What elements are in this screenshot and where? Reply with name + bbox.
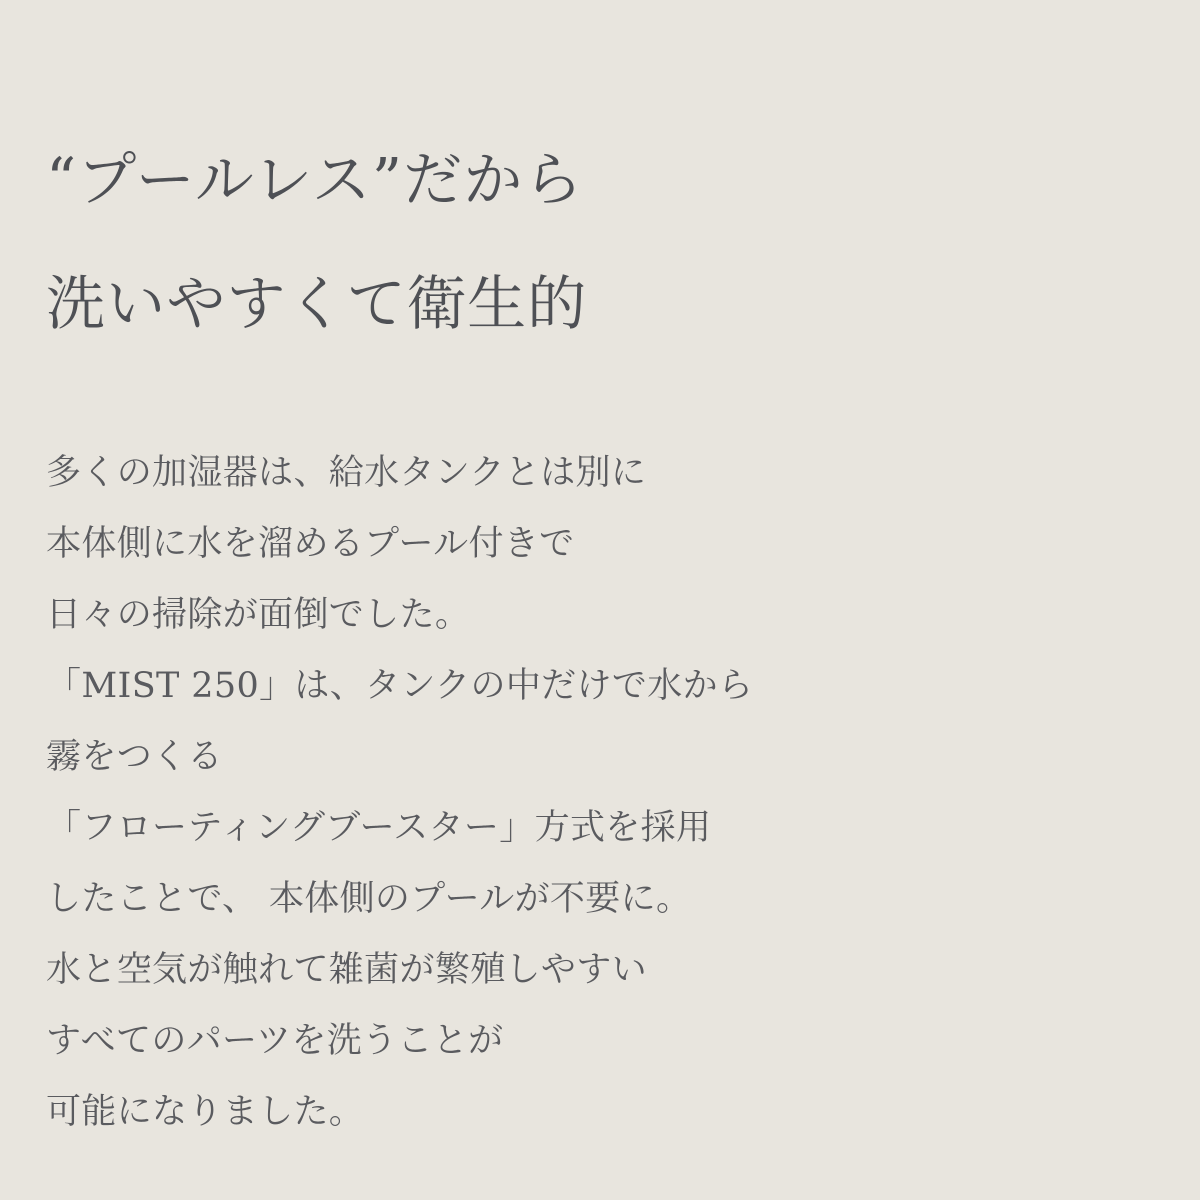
page-title-line-2: 洗いやすくて衛生的: [46, 269, 588, 338]
body-copy-line: 霧をつくる: [46, 737, 223, 777]
body-copy-line: したことで、 本体側のプールが不要に。: [46, 879, 692, 919]
body-copy-line: 日々の掃除が面倒でした。: [46, 595, 471, 635]
body-copy: [46, 438, 1140, 1148]
body-copy-line: 「フローティングブースター」方式を採用: [46, 808, 712, 848]
body-copy-line: 水と空気が触れて雑菌が繁殖しやすい: [46, 950, 647, 990]
page-title: [46, 118, 1140, 366]
body-copy-line: 「MIST 250」は、タンクの中だけで水から: [46, 666, 754, 706]
body-copy-line: すべてのパーツを洗うことが: [46, 1021, 504, 1061]
body-copy-line: 可能になりました。: [46, 1092, 365, 1132]
body-copy-line: 多くの加湿器は、給水タンクとは別に: [46, 453, 647, 493]
body-copy-line: 本体側に水を溜めるプール付きで: [46, 524, 575, 564]
page-title-line-1: “プールレス”だから: [46, 145, 584, 214]
